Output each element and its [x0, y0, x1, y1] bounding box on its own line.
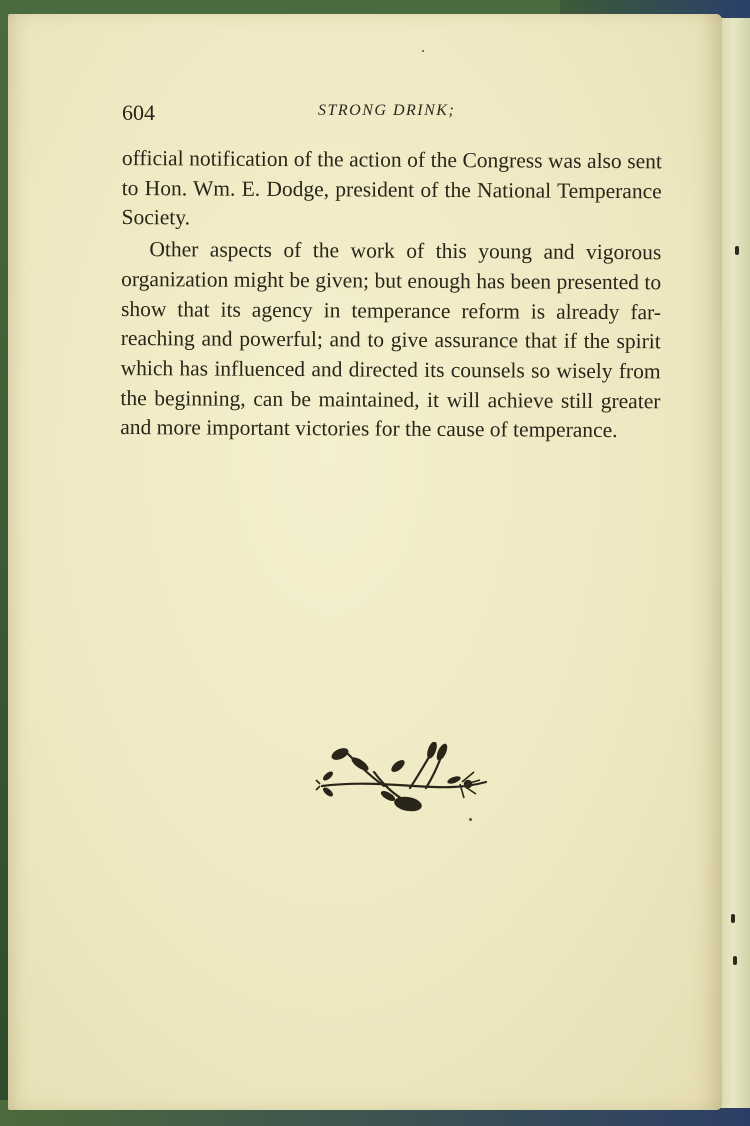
page-edge-mark: [733, 956, 737, 965]
paper-speck: [469, 818, 472, 821]
floral-vignette-icon: [314, 742, 494, 816]
paragraph-continued: official notification of the action of the Congress was also sent to Hon. Wm. E. Dodge, president of the National Temperance Society.: [121, 145, 662, 230]
paragraph-closing: Other aspects of the work of this young and vigorous organization might be given; but enough has been presented to show that its agency in temperance reform is already far-reaching and powerful; and to give assurance that if the spirit which has influenced and directed its counsels so wisely from the beginning, can be maintained, it will achieve still greater and more important victories for the cause of temperance.: [120, 237, 662, 443]
page-edge-mark: [731, 914, 735, 923]
paper-speck: [422, 50, 424, 52]
running-head: STRONG DRINK;: [318, 102, 456, 119]
page-number: 604: [122, 100, 155, 125]
next-page-edge: [720, 18, 750, 1108]
page-edge-mark: [735, 246, 739, 255]
book-page: [8, 14, 722, 1110]
body-text: [120, 144, 662, 446]
page-header: [122, 96, 662, 126]
